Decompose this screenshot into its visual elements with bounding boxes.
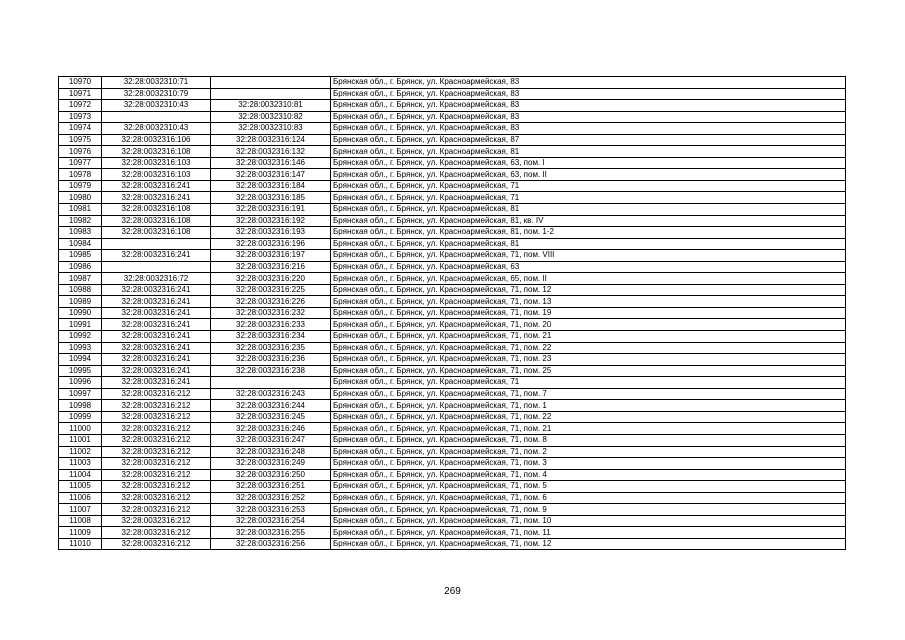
- address-cell: Брянская обл., г. Брянск, ул. Красноармейская, 71, пом. 19: [331, 307, 846, 319]
- address-cell: Брянская обл., г. Брянск, ул. Красноармейская, 63, пом. I: [331, 157, 846, 169]
- address-cell: Брянская обл., г. Брянск, ул. Красноармейская, 63: [331, 261, 846, 273]
- parent-cadastral-number-cell: 32:28:0032316:212: [102, 458, 211, 470]
- cadastral-number-cell: 32:28:0032316:196: [211, 238, 331, 250]
- table-row: [59, 492, 846, 504]
- cadastral-number-cell: 32:28:0032316:254: [211, 515, 331, 527]
- table-row: [59, 77, 846, 89]
- cadastral-number-cell: 32:28:0032316:245: [211, 411, 331, 423]
- table-row: [59, 146, 846, 158]
- cadastral-number-cell: 32:28:0032316:249: [211, 458, 331, 470]
- row-number-cell: 10979: [59, 180, 102, 192]
- table-row: [59, 307, 846, 319]
- row-number-cell: 11007: [59, 504, 102, 516]
- row-number-cell: 10985: [59, 250, 102, 262]
- table-row: [59, 261, 846, 273]
- row-number-cell: 10976: [59, 146, 102, 158]
- table-row: [59, 469, 846, 481]
- row-number-cell: 11000: [59, 423, 102, 435]
- parent-cadastral-number-cell: 32:28:0032316:72: [102, 273, 211, 285]
- row-number-cell: 11009: [59, 527, 102, 539]
- table-row: [59, 169, 846, 181]
- parent-cadastral-number-cell: [102, 111, 211, 123]
- parent-cadastral-number-cell: 32:28:0032316:212: [102, 434, 211, 446]
- cadastral-number-cell: 32:28:0032316:234: [211, 331, 331, 343]
- table-row: [59, 227, 846, 239]
- table-row: [59, 388, 846, 400]
- cadastral-number-cell: 32:28:0032316:220: [211, 273, 331, 285]
- parent-cadastral-number-cell: 32:28:0032316:212: [102, 423, 211, 435]
- address-cell: Брянская обл., г. Брянск, ул. Красноармейская, 83: [331, 100, 846, 112]
- cadastral-number-cell: 32:28:0032316:255: [211, 527, 331, 539]
- page-number: 269: [444, 586, 461, 597]
- address-cell: Брянская обл., г. Брянск, ул. Красноармейская, 71, пом. VIII: [331, 250, 846, 262]
- table-row: [59, 504, 846, 516]
- cadastral-number-cell: 32:28:0032316:184: [211, 180, 331, 192]
- row-number-cell: 10983: [59, 227, 102, 239]
- cadastral-number-cell: 32:28:0032316:248: [211, 446, 331, 458]
- table-row: [59, 527, 846, 539]
- cadastral-table-body: [59, 77, 846, 550]
- address-cell: Брянская обл., г. Брянск, ул. Красноармейская, 71, пом. 3: [331, 458, 846, 470]
- row-number-cell: 11004: [59, 469, 102, 481]
- table-row: [59, 423, 846, 435]
- address-cell: Брянская обл., г. Брянск, ул. Красноармейская, 71, пом. 21: [331, 423, 846, 435]
- parent-cadastral-number-cell: 32:28:0032316:108: [102, 146, 211, 158]
- address-cell: Брянская обл., г. Брянск, ул. Красноармейская, 71, пом. 22: [331, 342, 846, 354]
- cadastral-number-cell: 32:28:0032316:252: [211, 492, 331, 504]
- parent-cadastral-number-cell: [102, 261, 211, 273]
- address-cell: Брянская обл., г. Брянск, ул. Красноармейская, 71, пом. 13: [331, 296, 846, 308]
- table-row: [59, 192, 846, 204]
- cadastral-number-cell: 32:28:0032316:246: [211, 423, 331, 435]
- parent-cadastral-number-cell: 32:28:0032316:108: [102, 227, 211, 239]
- parent-cadastral-number-cell: 32:28:0032316:241: [102, 319, 211, 331]
- parent-cadastral-number-cell: 32:28:0032316:241: [102, 377, 211, 389]
- address-cell: Брянская обл., г. Брянск, ул. Красноармейская, 81: [331, 238, 846, 250]
- table-row: [59, 446, 846, 458]
- address-cell: Брянская обл., г. Брянск, ул. Красноармейская, 71, пом. 8: [331, 434, 846, 446]
- parent-cadastral-number-cell: 32:28:0032310:79: [102, 88, 211, 100]
- row-number-cell: 10990: [59, 307, 102, 319]
- table-row: [59, 238, 846, 250]
- row-number-cell: 10991: [59, 319, 102, 331]
- address-cell: Брянская обл., г. Брянск, ул. Красноармейская, 65, пом. II: [331, 273, 846, 285]
- table-row: [59, 284, 846, 296]
- parent-cadastral-number-cell: 32:28:0032316:212: [102, 504, 211, 516]
- table-row: [59, 215, 846, 227]
- table-row: [59, 123, 846, 135]
- address-cell: Брянская обл., г. Брянск, ул. Красноармейская, 83: [331, 77, 846, 89]
- table-row: [59, 458, 846, 470]
- parent-cadastral-number-cell: 32:28:0032310:43: [102, 100, 211, 112]
- table-row: [59, 296, 846, 308]
- row-number-cell: 10995: [59, 365, 102, 377]
- address-cell: Брянская обл., г. Брянск, ул. Красноармейская, 71: [331, 377, 846, 389]
- parent-cadastral-number-cell: 32:28:0032316:212: [102, 400, 211, 412]
- parent-cadastral-number-cell: 32:28:0032316:106: [102, 134, 211, 146]
- cadastral-number-cell: 32:28:0032316:247: [211, 434, 331, 446]
- table-row: [59, 250, 846, 262]
- address-cell: Брянская обл., г. Брянск, ул. Красноармейская, 81, пом. 1-2: [331, 227, 846, 239]
- row-number-cell: 10980: [59, 192, 102, 204]
- cadastral-number-cell: [211, 88, 331, 100]
- parent-cadastral-number-cell: 32:28:0032316:212: [102, 481, 211, 493]
- address-cell: Брянская обл., г. Брянск, ул. Красноармейская, 71, пом. 23: [331, 354, 846, 366]
- address-cell: Брянская обл., г. Брянск, ул. Красноармейская, 71, пом. 10: [331, 515, 846, 527]
- row-number-cell: 11008: [59, 515, 102, 527]
- cadastral-number-cell: 32:28:0032316:132: [211, 146, 331, 158]
- row-number-cell: 10982: [59, 215, 102, 227]
- row-number-cell: 10998: [59, 400, 102, 412]
- cadastral-number-cell: 32:28:0032316:146: [211, 157, 331, 169]
- cadastral-number-cell: 32:28:0032310:81: [211, 100, 331, 112]
- cadastral-number-cell: 32:28:0032316:185: [211, 192, 331, 204]
- row-number-cell: 10994: [59, 354, 102, 366]
- cadastral-number-cell: 32:28:0032316:232: [211, 307, 331, 319]
- cadastral-number-cell: 32:28:0032316:225: [211, 284, 331, 296]
- table-row: [59, 354, 846, 366]
- address-cell: Брянская обл., г. Брянск, ул. Красноармейская, 71, пом. 11: [331, 527, 846, 539]
- cadastral-number-cell: 32:28:0032316:243: [211, 388, 331, 400]
- cadastral-number-cell: 32:28:0032316:191: [211, 204, 331, 216]
- table-row: [59, 157, 846, 169]
- parent-cadastral-number-cell: 32:28:0032310:43: [102, 123, 211, 135]
- parent-cadastral-number-cell: 32:28:0032316:212: [102, 411, 211, 423]
- table-row: [59, 342, 846, 354]
- address-cell: Брянская обл., г. Брянск, ул. Красноармейская, 71, пом. 12: [331, 284, 846, 296]
- cadastral-number-cell: [211, 377, 331, 389]
- parent-cadastral-number-cell: 32:28:0032316:212: [102, 527, 211, 539]
- row-number-cell: 10997: [59, 388, 102, 400]
- row-number-cell: 10988: [59, 284, 102, 296]
- row-number-cell: 10975: [59, 134, 102, 146]
- row-number-cell: 11005: [59, 481, 102, 493]
- row-number-cell: 10989: [59, 296, 102, 308]
- cadastral-number-cell: 32:28:0032316:250: [211, 469, 331, 481]
- table-row: [59, 204, 846, 216]
- row-number-cell: 11002: [59, 446, 102, 458]
- cadastral-number-cell: [211, 77, 331, 89]
- parent-cadastral-number-cell: 32:28:0032310:71: [102, 77, 211, 89]
- row-number-cell: 10986: [59, 261, 102, 273]
- table-row: [59, 111, 846, 123]
- parent-cadastral-number-cell: 32:28:0032316:212: [102, 469, 211, 481]
- row-number-cell: 10981: [59, 204, 102, 216]
- cadastral-number-cell: 32:28:0032310:83: [211, 123, 331, 135]
- table-row: [59, 319, 846, 331]
- row-number-cell: 10970: [59, 77, 102, 89]
- parent-cadastral-number-cell: 32:28:0032316:212: [102, 538, 211, 550]
- cadastral-number-cell: 32:28:0032316:236: [211, 354, 331, 366]
- table-row: [59, 515, 846, 527]
- parent-cadastral-number-cell: 32:28:0032316:212: [102, 446, 211, 458]
- cadastral-number-cell: 32:28:0032316:192: [211, 215, 331, 227]
- table-row: [59, 100, 846, 112]
- address-cell: Брянская обл., г. Брянск, ул. Красноармейская, 71, пом. 4: [331, 469, 846, 481]
- address-cell: Брянская обл., г. Брянск, ул. Красноармейская, 81: [331, 146, 846, 158]
- cadastral-number-cell: 32:28:0032316:197: [211, 250, 331, 262]
- row-number-cell: 10978: [59, 169, 102, 181]
- parent-cadastral-number-cell: 32:28:0032316:103: [102, 169, 211, 181]
- table-row: [59, 88, 846, 100]
- parent-cadastral-number-cell: 32:28:0032316:212: [102, 388, 211, 400]
- address-cell: Брянская обл., г. Брянск, ул. Красноармейская, 71: [331, 192, 846, 204]
- cadastral-number-cell: 32:28:0032316:193: [211, 227, 331, 239]
- row-number-cell: 11010: [59, 538, 102, 550]
- address-cell: Брянская обл., г. Брянск, ул. Красноармейская, 71, пом. 7: [331, 388, 846, 400]
- address-cell: Брянская обл., г. Брянск, ул. Красноармейская, 71, пом. 21: [331, 331, 846, 343]
- table-row: [59, 180, 846, 192]
- parent-cadastral-number-cell: 32:28:0032316:241: [102, 307, 211, 319]
- cadastral-number-cell: 32:28:0032316:226: [211, 296, 331, 308]
- row-number-cell: 10987: [59, 273, 102, 285]
- parent-cadastral-number-cell: 32:28:0032316:241: [102, 331, 211, 343]
- table-row: [59, 538, 846, 550]
- parent-cadastral-number-cell: 32:28:0032316:241: [102, 365, 211, 377]
- cadastral-number-cell: 32:28:0032310:82: [211, 111, 331, 123]
- table-row: [59, 377, 846, 389]
- parent-cadastral-number-cell: 32:28:0032316:108: [102, 204, 211, 216]
- cadastral-number-cell: 32:28:0032316:238: [211, 365, 331, 377]
- row-number-cell: 10999: [59, 411, 102, 423]
- address-cell: Брянская обл., г. Брянск, ул. Красноармейская, 83: [331, 88, 846, 100]
- cadastral-number-cell: 32:28:0032316:124: [211, 134, 331, 146]
- parent-cadastral-number-cell: 32:28:0032316:241: [102, 354, 211, 366]
- row-number-cell: 10973: [59, 111, 102, 123]
- cadastral-number-cell: 32:28:0032316:256: [211, 538, 331, 550]
- table-row: [59, 331, 846, 343]
- cadastral-number-cell: 32:28:0032316:253: [211, 504, 331, 516]
- address-cell: Брянская обл., г. Брянск, ул. Красноармейская, 83: [331, 111, 846, 123]
- cadastral-number-cell: 32:28:0032316:251: [211, 481, 331, 493]
- address-cell: Брянская обл., г. Брянск, ул. Красноармейская, 83: [331, 123, 846, 135]
- parent-cadastral-number-cell: 32:28:0032316:241: [102, 296, 211, 308]
- address-cell: Брянская обл., г. Брянск, ул. Красноармейская, 71, пом. 1: [331, 400, 846, 412]
- table-row: [59, 134, 846, 146]
- parent-cadastral-number-cell: 32:28:0032316:241: [102, 284, 211, 296]
- parent-cadastral-number-cell: 32:28:0032316:241: [102, 250, 211, 262]
- address-cell: Брянская обл., г. Брянск, ул. Красноармейская, 71, пом. 12: [331, 538, 846, 550]
- address-cell: Брянская обл., г. Брянск, ул. Красноармейская, 87: [331, 134, 846, 146]
- row-number-cell: 10984: [59, 238, 102, 250]
- cadastral-number-cell: 32:28:0032316:216: [211, 261, 331, 273]
- table-row: [59, 365, 846, 377]
- address-cell: Брянская обл., г. Брянск, ул. Красноармейская, 71, пом. 25: [331, 365, 846, 377]
- row-number-cell: 10977: [59, 157, 102, 169]
- address-cell: Брянская обл., г. Брянск, ул. Красноармейская, 71: [331, 180, 846, 192]
- parent-cadastral-number-cell: 32:28:0032316:103: [102, 157, 211, 169]
- table-row: [59, 411, 846, 423]
- address-cell: Брянская обл., г. Брянск, ул. Красноармейская, 71, пом. 2: [331, 446, 846, 458]
- parent-cadastral-number-cell: 32:28:0032316:108: [102, 215, 211, 227]
- address-cell: Брянская обл., г. Брянск, ул. Красноармейская, 71, пом. 5: [331, 481, 846, 493]
- cadastral-number-cell: 32:28:0032316:235: [211, 342, 331, 354]
- row-number-cell: 10996: [59, 377, 102, 389]
- row-number-cell: 10974: [59, 123, 102, 135]
- address-cell: Брянская обл., г. Брянск, ул. Красноармейская, 71, пом. 22: [331, 411, 846, 423]
- row-number-cell: 10992: [59, 331, 102, 343]
- cadastral-table: [58, 76, 846, 550]
- row-number-cell: 11003: [59, 458, 102, 470]
- table-row: [59, 273, 846, 285]
- address-cell: Брянская обл., г. Брянск, ул. Красноармейская, 71, пом. 6: [331, 492, 846, 504]
- cadastral-number-cell: 32:28:0032316:147: [211, 169, 331, 181]
- address-cell: Брянская обл., г. Брянск, ул. Красноармейская, 71, пом. 20: [331, 319, 846, 331]
- parent-cadastral-number-cell: 32:28:0032316:241: [102, 192, 211, 204]
- address-cell: Брянская обл., г. Брянск, ул. Красноармейская, 63, пом. II: [331, 169, 846, 181]
- table-row: [59, 400, 846, 412]
- table-row: [59, 481, 846, 493]
- address-cell: Брянская обл., г. Брянск, ул. Красноармейская, 71, пом. 9: [331, 504, 846, 516]
- cadastral-number-cell: 32:28:0032316:244: [211, 400, 331, 412]
- parent-cadastral-number-cell: 32:28:0032316:241: [102, 180, 211, 192]
- row-number-cell: 10971: [59, 88, 102, 100]
- row-number-cell: 11001: [59, 434, 102, 446]
- row-number-cell: 11006: [59, 492, 102, 504]
- table-row: [59, 434, 846, 446]
- cadastral-number-cell: 32:28:0032316:233: [211, 319, 331, 331]
- row-number-cell: 10993: [59, 342, 102, 354]
- parent-cadastral-number-cell: 32:28:0032316:212: [102, 492, 211, 504]
- parent-cadastral-number-cell: 32:28:0032316:212: [102, 515, 211, 527]
- row-number-cell: 10972: [59, 100, 102, 112]
- address-cell: Брянская обл., г. Брянск, ул. Красноармейская, 81, кв. IV: [331, 215, 846, 227]
- parent-cadastral-number-cell: 32:28:0032316:241: [102, 342, 211, 354]
- address-cell: Брянская обл., г. Брянск, ул. Красноармейская, 81: [331, 204, 846, 216]
- parent-cadastral-number-cell: [102, 238, 211, 250]
